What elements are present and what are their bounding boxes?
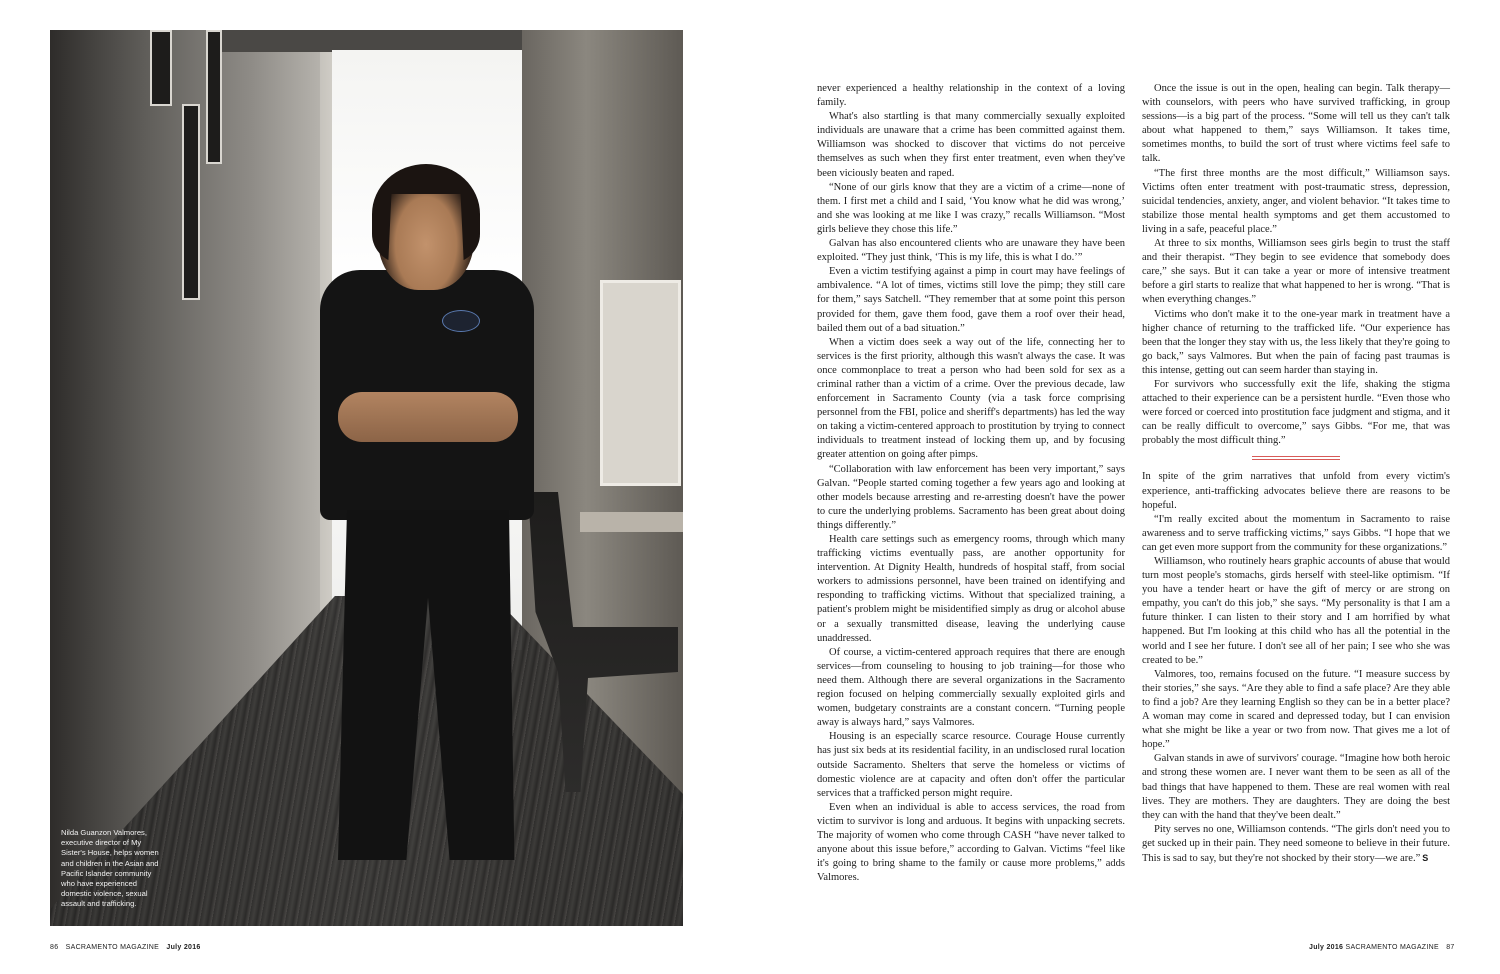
paragraph: “I'm really excited about the momentum in Sacramento to raise awareness and to serve trafficking victims,” says Gibbs. “I hope that we can get even more support from the community for these organizations.” bbox=[1142, 513, 1450, 553]
shirt-logo bbox=[442, 310, 480, 332]
photo-caption: Nilda Guanzon Valmores, executive director of My Sister's House, helps women and children in the Asian and Pacific Islander community who have experienced domestic violence, sexual assault and trafficking. bbox=[61, 828, 159, 909]
section-divider bbox=[1252, 456, 1340, 460]
article-column-1 bbox=[817, 82, 1125, 885]
paragraph: Victims who don't make it to the one-year mark in treatment have a higher chance of returning to the trafficked life. “Our experience has been that the longer they stay with us, the less likely that they're going to go back,” says Valmores. But when the pain of facing past traumas is this intense, getting out can seem harder than staying in. bbox=[1142, 308, 1450, 376]
wall-frame bbox=[150, 30, 172, 106]
article-column-2 bbox=[1142, 82, 1450, 866]
paragraph: Galvan stands in awe of survivors' courage. “Imagine how both heroic and strong these women are. I never want them to be seen as all of the bad things that have happened to them. These are real women with real lives. They are mothers. They are daughters. They are doing the best they can with the hand that they've been dealt.” bbox=[1142, 753, 1450, 821]
last-paragraph bbox=[1142, 823, 1450, 866]
page-number: 86 bbox=[50, 944, 59, 951]
legs bbox=[338, 510, 518, 860]
paragraph-text: Pity serves no one, Williamson contends. “The girls don't need you to get sucked up in their pain. They need someone to believe in their future. This is sad to say, but they're not shocked by their story—we are.” bbox=[1142, 823, 1450, 864]
footer-left bbox=[50, 944, 201, 951]
portrait-photo bbox=[50, 30, 683, 926]
paragraph: Even when an individual is able to access services, the road from victim to survivor is long and arduous. It begins with unpacking secrets. The majority of women who come through CASH “have never talked to anyone about this issue before,” according to Galvan. Victims “feel like it's going to bring shame to the family or cause more problems,” adds Valmores. bbox=[817, 801, 1125, 884]
wall-cabinet bbox=[600, 280, 681, 486]
wall-frame bbox=[182, 104, 200, 300]
end-mark-icon: S bbox=[1422, 852, 1429, 863]
paragraph: Once the issue is out in the open, healing can begin. Talk therapy—with counselors, with peers who have survived trafficking, in group sessions—is a big part of the process. “Some will tell us they can't talk about what happened to them,” says Williamson. It takes time, sometimes months, to build the sort of trust where victims feel safe to talk. bbox=[1142, 83, 1450, 165]
issue-date: July 2016 bbox=[1309, 944, 1344, 951]
crossed-arms bbox=[338, 392, 518, 442]
paragraph: Even a victim testifying against a pimp in court may have feelings of ambivalence. “A lot of times, victims still love the pimp; they still care for them,” says Satchell. “They remember that at some point this person provided for them, gave them food, gave them a roof over their head, bailed them out of a bad situation.” bbox=[817, 266, 1125, 334]
wall-frame bbox=[206, 30, 222, 164]
paragraph: never experienced a healthy relationship in the context of a loving family. bbox=[817, 83, 1125, 109]
person-figure bbox=[320, 170, 550, 870]
paragraph: “None of our girls know that they are a victim of a crime—none of them. I first met a child and I said, ‘You know what he did was wrong,’ and she was looking at me like I was crazy,” recalls Williamson. “Most girls believe they chose this life.” bbox=[817, 181, 1125, 235]
paragraph: Health care settings such as emergency rooms, through which many trafficking victims eventually pass, are another opportunity for intervention. At Dignity Health, hundreds of hospital staff, from social workers to admissions personnel, have been trained on identifying and responding to trafficking victims. Without that specialized training, a patient's problem might be misidentified simply as drug or alcohol abuse or a sexually transmitted disease, leaving the underlying cause unaddressed. bbox=[817, 534, 1125, 644]
paragraph: Valmores, too, remains focused on the future. “I measure success by their stories,” she says. “Are they able to find a safe place? Are they able to find a job? Are they learning English so they can be in a better place? A woman may come in scared and depressed today, but I can envision what she might be like a year or two from now. That gives me a lot of hope.” bbox=[1142, 668, 1450, 751]
paragraph: At three to six months, Williamson sees girls begin to trust the staff and their therapist. “They begin to see evidence that somebody does care,” she says. But it can take a year or more of intensive treatment before a girl starts to realize that what happened to her is wrong. “That is when everything changes.” bbox=[1142, 238, 1450, 306]
magazine-name: SACRAMENTO MAGAZINE bbox=[1345, 944, 1439, 951]
paragraph: “Collaboration with law enforcement has been very important,” says Galvan. “People started coming together a few years ago and looking at other models because arresting and re-arresting doesn't have the power to cure the underlying problems. Sacramento has been great about doing things differently.” bbox=[817, 463, 1125, 531]
paragraph: What's also startling is that many commercially sexually exploited individuals are unaware that a crime has been committed against them. Williamson was shocked to discover that victims do not perceive themselves as such when they first enter treatment, even when they've been viciously beaten and raped. bbox=[817, 111, 1125, 179]
issue-date: July 2016 bbox=[166, 944, 201, 951]
paragraph: Williamson, who routinely hears graphic accounts of abuse that would turn most people's stomachs, girds herself with steel-like optimism. “If you have a tender heart or have the gift of mercy or are strong on empathy, you can't do this job,” she says. “My personality is that I am a future thinker. I can listen to their story and I am horrified by what happened. But I'm looking at this child who has all the potential in the world and I see her future. I don't see all of her pain; I see who she was created to be.” bbox=[1142, 556, 1450, 666]
table bbox=[580, 512, 683, 532]
page-number: 87 bbox=[1446, 944, 1455, 951]
paragraph: When a victim does seek a way out of the life, connecting her to services is the first priority, although this wasn't always the case. It was once commonplace to treat a person who had been sold for sex as a criminal rather than a victim of a crime. Over the previous decade, law enforcement in Sacramento County (via a task force comprising personnel from the FBI, police and sheriff's departments) has led the way on taking a victim-centered approach to prostitution by trying to connect individuals to treatment instead of locking them up, and by focusing greater attention on going after pimps. bbox=[817, 336, 1125, 461]
paragraph: Of course, a victim-centered approach requires that there are enough services—from counseling to housing to job training—for those who need them. Although there are several organizations in the Sacramento region focused on helping commercially sexually exploited girls and women, budgetary constraints are a constant concern. “Turning people away is always hard,” says Valmores. bbox=[817, 646, 1125, 729]
magazine-name: SACRAMENTO MAGAZINE bbox=[65, 944, 160, 951]
footer-right bbox=[1309, 944, 1460, 951]
paragraph: For survivors who successfully exit the life, shaking the stigma attached to their experience can be a persistent hurdle. “Even those who were forced or coerced into prostitution face judgment and stigma, and it can be really difficult to overcome,” says Gibbs. “For me, that was probably the most difficult thing.” bbox=[1142, 378, 1450, 447]
paragraph: In spite of the grim narratives that unfold from every victim's experience, anti-trafficking advocates believe there are reasons to be hopeful. bbox=[1142, 471, 1450, 511]
paragraph: “The first three months are the most difficult,” Williamson says. Victims often enter treatment with post-traumatic stress, depression, suicidal tendencies, anxiety, anger, and violent behavior. “It takes time to stabilize those mental health symptoms and get them accustomed to living in a safe, peaceful place.” bbox=[1142, 167, 1450, 235]
paragraph: Galvan has also encountered clients who are unaware they have been exploited. “They just think, ‘This is my life, this is what I do.’” bbox=[817, 238, 1125, 264]
paragraph: Housing is an especially scarce resource. Courage House currently has just six beds at its residential facility, in an undisclosed rural location outside Sacramento. Shelters that serve the homeless or victims of domestic violence are at capacity and often don't offer the particular services that a trafficked person might require. bbox=[817, 731, 1125, 799]
